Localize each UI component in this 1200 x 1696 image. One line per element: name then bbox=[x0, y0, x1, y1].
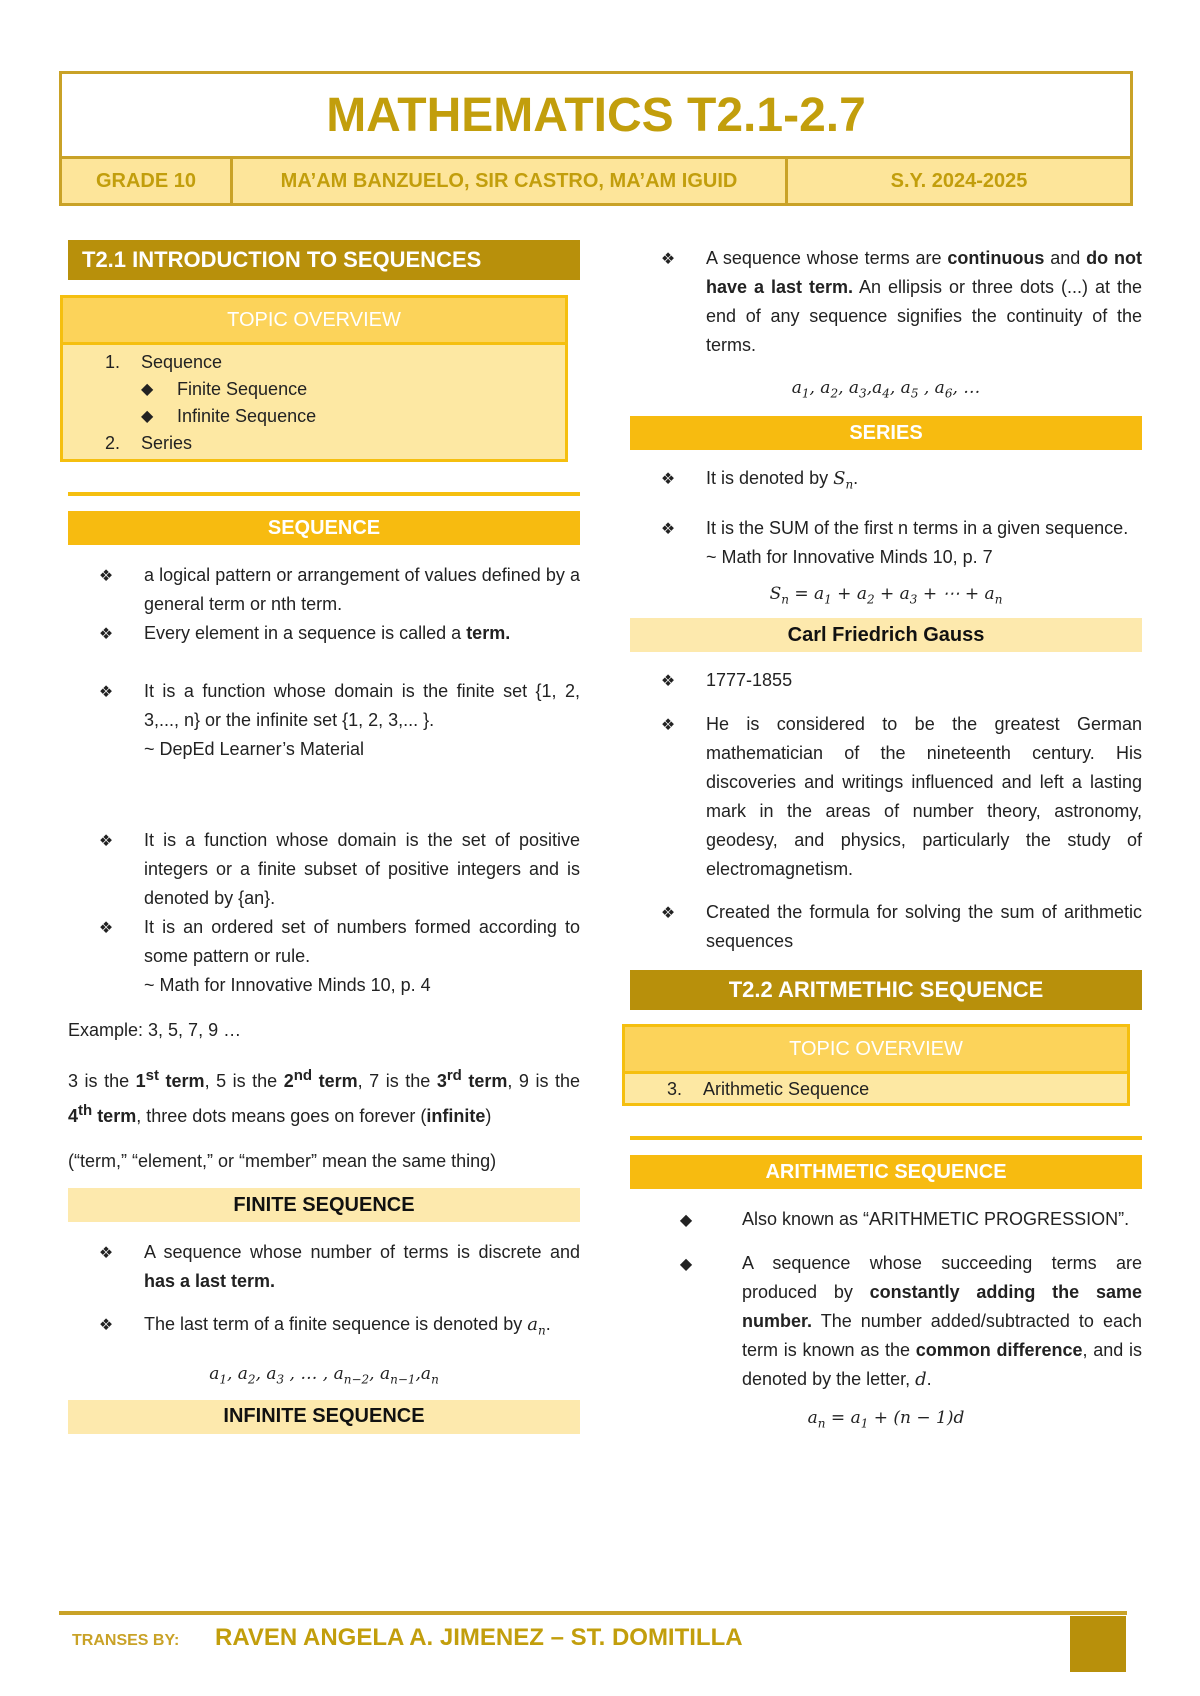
school-year-label: S.Y. 2024-2025 bbox=[890, 169, 1028, 192]
list-item: 1. Sequence bbox=[105, 352, 223, 372]
document-title: MATHEMATICS T2.1-2.7 bbox=[62, 74, 1130, 159]
four-diamond-bullet-icon: ❖ bbox=[660, 717, 676, 735]
four-diamond-bullet-icon: ❖ bbox=[98, 568, 114, 585]
four-diamond-bullet-icon: ❖ bbox=[98, 833, 114, 850]
footer-accent-block bbox=[1070, 1616, 1126, 1672]
list-item: ❖ It is an ordered set of numbers formed according to some pattern or rule. ~ Math for Innovative Minds 10, p. 4 bbox=[68, 913, 580, 1000]
list-item: ❖ 1777-1855 bbox=[630, 666, 1142, 696]
footer-author: RAVEN ANGELA A. JIMENEZ – ST. DOMITILLA bbox=[215, 1624, 743, 1651]
list-item: ❖ Created the formula for solving the sum of arithmetic sequences bbox=[630, 898, 1142, 956]
list-item: ❖ The last term of a finite sequence is denoted by $a_n$. bbox=[68, 1310, 580, 1346]
left-column bbox=[68, 240, 580, 1434]
list-item: ◆ Finite Sequence bbox=[105, 376, 565, 403]
list-item: ◆ Infinite Sequence bbox=[105, 403, 565, 430]
topic-overview-t22 bbox=[622, 1024, 1130, 1106]
series-formula: $S_n = a_1 + a_2 + a_3$ + ⋯ + $a_n$ bbox=[769, 583, 1003, 607]
topic-overview-list bbox=[63, 345, 565, 459]
topic-overview-heading: TOPIC OVERVIEW bbox=[63, 298, 565, 345]
list-item: ❖ It is a function whose domain is the finite set {1, 2, 3,..., n} or the infinite set {1, 2, 3,... }. ~ DepEd Learner’s Material bbox=[68, 677, 580, 764]
example-explanation: 3 is the 1st term, 5 is the 2nd term, 7 is the 3rd term, 9 is the 4th term, three dots means goes on forever (infinite) bbox=[68, 1067, 581, 1126]
solid-diamond-bullet-icon: ◆ bbox=[679, 1212, 693, 1230]
list-item: 3. Arithmetic Sequence bbox=[667, 1079, 870, 1100]
list-item: ❖ He is considered to be the greatest German mathematician of the nineteenth century. His discoveries and writings influenced and left a lasting mark in the areas of number theory, astronomy, geodesy, and physics, particularly the study of electromagnetism. bbox=[630, 710, 1142, 884]
list-item: ❖ It is the SUM of the first n terms in a given sequence. ~ Math for Innovative Minds 10, p. 7 bbox=[630, 514, 1142, 572]
section-title-t22: T2.2 ARITMETHIC SEQUENCE bbox=[630, 970, 1142, 1010]
teachers-label: MA’AM BANZUELO, SIR CASTRO, MA’AM IGUID bbox=[233, 159, 788, 203]
list-item: ❖ A sequence whose terms are continuous and do not have a last term. An ellipsis or three dots (...) at the end of any sequence signifies the continuity of the terms. bbox=[630, 244, 1142, 360]
solid-diamond-bullet-icon: ◆ bbox=[141, 381, 154, 398]
source-citation: ~ DepEd Learner’s Material bbox=[144, 739, 364, 759]
grade-label: GRADE 10 bbox=[62, 159, 233, 203]
four-diamond-bullet-icon: ❖ bbox=[660, 471, 676, 489]
four-diamond-bullet-icon: ❖ bbox=[660, 520, 676, 538]
topic-overview-heading: TOPIC OVERVIEW bbox=[625, 1027, 1127, 1074]
solid-diamond-bullet-icon: ◆ bbox=[141, 408, 154, 425]
section-title-t21: T2.1 INTRODUCTION TO SEQUENCES bbox=[68, 240, 580, 280]
four-diamond-bullet-icon: ❖ bbox=[660, 251, 676, 268]
four-diamond-bullet-icon: ❖ bbox=[98, 920, 114, 937]
right-column bbox=[630, 244, 1142, 1431]
finite-sequence-formula: $a_1$, $a_2$, $a_3$ , … , $a_{n-2}$, $a_{n-1},a_n$ bbox=[209, 1363, 439, 1386]
list-item: ❖ A sequence whose number of terms is discrete and has a last term. bbox=[68, 1238, 580, 1296]
list-item: ❖ Every element in a sequence is called a term. bbox=[68, 619, 580, 649]
footer-label: TRANSES BY: bbox=[72, 1632, 180, 1649]
four-diamond-bullet-icon: ❖ bbox=[660, 905, 676, 923]
solid-diamond-bullet-icon: ◆ bbox=[679, 1256, 693, 1274]
arithmetic-sequence-heading: ARITHMETIC SEQUENCE bbox=[630, 1155, 1142, 1189]
list-item: ❖ It is a function whose domain is the set of positive integers or a finite subset of positive integers and is denoted by {an}. bbox=[68, 826, 580, 913]
header-info-row bbox=[62, 159, 1130, 203]
four-diamond-bullet-icon: ❖ bbox=[98, 1245, 114, 1262]
sequence-heading: SEQUENCE bbox=[68, 511, 580, 545]
four-diamond-bullet-icon: ❖ bbox=[98, 626, 114, 643]
infinite-sequence-formula: $a_1$, $a_2$, $a_3,a_4$, $a_5$ , $a_6$, … bbox=[791, 378, 981, 401]
footer-divider bbox=[59, 1611, 1127, 1615]
source-citation: ~ Math for Innovative Minds 10, p. 4 bbox=[144, 975, 431, 995]
arithmetic-sequence-formula: $a_n = a_1 + (n - 1)d$ bbox=[807, 1408, 965, 1431]
four-diamond-bullet-icon: ❖ bbox=[660, 673, 676, 691]
series-heading: SERIES bbox=[630, 416, 1142, 450]
document-header bbox=[59, 71, 1133, 206]
synonyms-note: (“term,” “element,” or “member” mean the same thing) bbox=[68, 1151, 497, 1171]
four-diamond-bullet-icon: ❖ bbox=[98, 684, 114, 701]
topic-overview-t21 bbox=[60, 295, 568, 462]
list-item: ❖ It is denoted by $S_n$. bbox=[630, 464, 1142, 500]
list-item: ❖ a logical pattern or arrangement of values defined by a general term or nth term. bbox=[68, 561, 580, 619]
gauss-heading: Carl Friedrich Gauss bbox=[630, 618, 1142, 652]
list-item: ◆ A sequence whose succeeding terms are produced by constantly adding the same number. The number added/subtracted to each term is known as the common difference, and is denoted by the letter, d. bbox=[630, 1249, 1142, 1394]
infinite-sequence-heading: INFINITE SEQUENCE bbox=[68, 1400, 580, 1434]
finite-sequence-heading: FINITE SEQUENCE bbox=[68, 1188, 580, 1222]
source-citation: ~ Math for Innovative Minds 10, p. 7 bbox=[706, 546, 993, 567]
list-item: ◆ Also known as “ARITHMETIC PROGRESSION”. bbox=[630, 1205, 1142, 1235]
four-diamond-bullet-icon: ❖ bbox=[98, 1317, 114, 1334]
topic-overview-list bbox=[625, 1074, 1127, 1103]
list-item: 2. Series bbox=[105, 433, 193, 453]
example-text: Example: 3, 5, 7, 9 … bbox=[68, 1020, 242, 1040]
